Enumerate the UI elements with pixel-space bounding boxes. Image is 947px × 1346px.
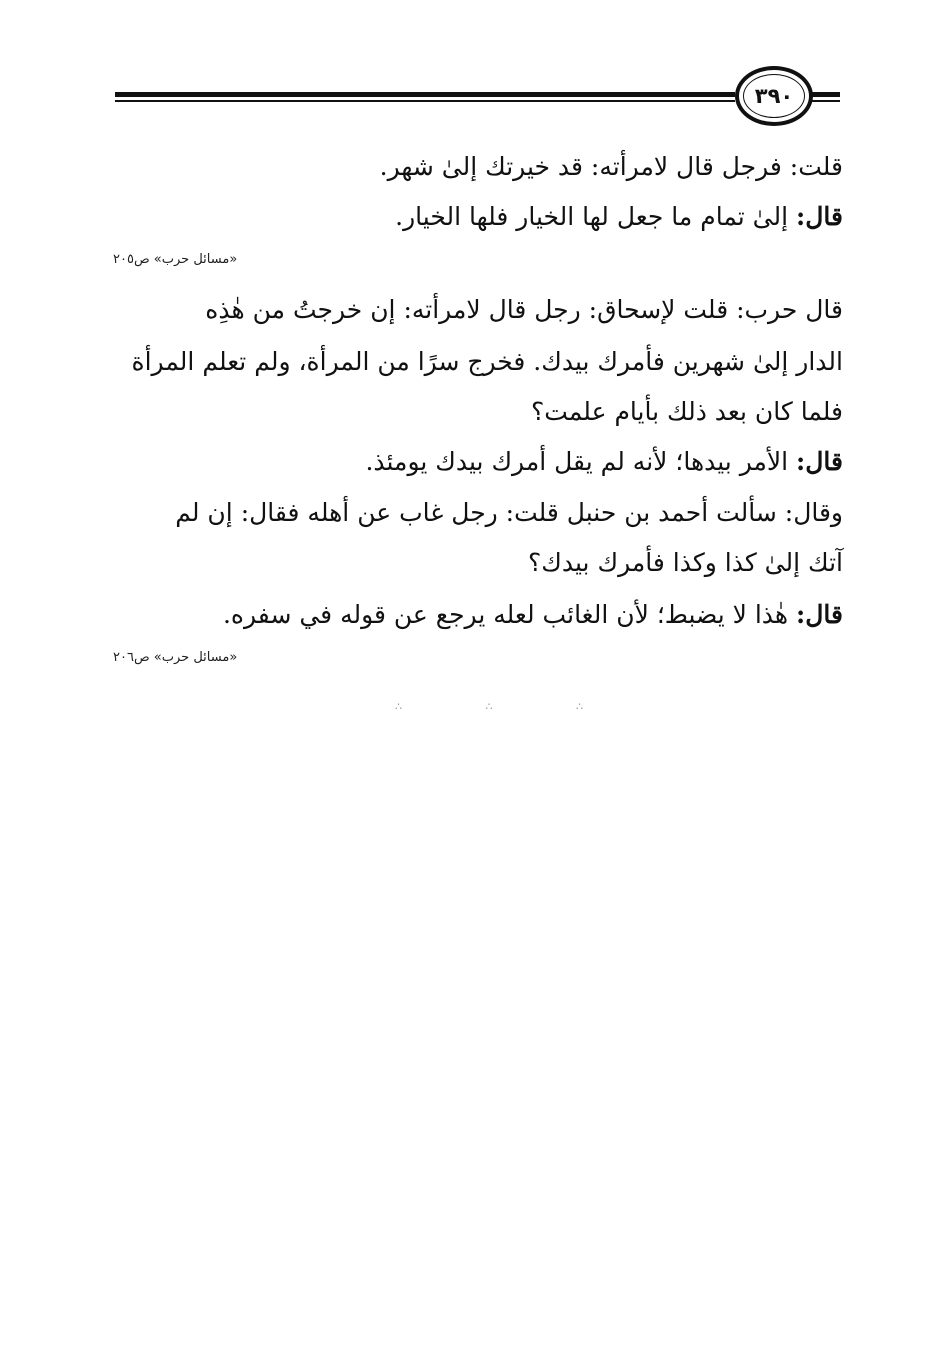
answer-text: هٰذا لا يضبط؛ لأن الغائب لعله يرجع عن قوله في سفره. <box>222 600 797 629</box>
ornament-mark: ∴ <box>395 700 404 713</box>
header-rule-thin-right <box>810 100 840 102</box>
answer-text: إلىٰ تمام ما جعل لها الخيار فلها الخيار. <box>395 202 797 231</box>
header-rule-thin <box>115 100 735 102</box>
answer-text: الأمر بيدها؛ لأنه لم يقل أمرك بيدك يومئذ. <box>365 447 797 476</box>
question-2-line-1: قال حرب: قلت لإسحاق: رجل قال لامرأته: إن خرجتُ من هٰذِه <box>205 295 843 324</box>
speaker-label: قال: <box>796 202 843 231</box>
header-rule-left <box>115 92 735 106</box>
source-reference-1: «مسائل حرب» ص٢٠٥ <box>113 252 238 267</box>
source-reference-2: «مسائل حرب» ص٢٠٦ <box>113 650 238 665</box>
ornament-mark: ∴ <box>485 700 495 713</box>
question-2-line-3: فلما كان بعد ذلك بأيام علمت؟ <box>531 397 843 426</box>
ornament-mark: ∴ <box>576 700 585 713</box>
question-line-1 <box>113 152 843 182</box>
answer-line-1 <box>113 202 843 232</box>
header-rule-thick <box>115 92 735 97</box>
page-number: ٣٩٠ <box>735 66 813 126</box>
speaker-label: قال: <box>796 600 843 629</box>
header-rule-thick-right <box>810 92 840 97</box>
section-divider-ornament <box>395 700 585 713</box>
question-3-line-2: آتك إلىٰ كذا وكذا فأمرك بيدك؟ <box>528 548 843 577</box>
header-rule-right <box>810 92 840 106</box>
question-text: قلت: فرجل قال لامرأته: قد خيرتك إلىٰ شهر. <box>379 152 843 181</box>
speaker-label: قال: <box>796 447 843 476</box>
answer-line-2 <box>113 447 843 477</box>
answer-line-3 <box>113 600 843 630</box>
question-2-line-2: الدار إلىٰ شهرين فأمرك بيدك. فخرج سرًا من المرأة، ولم تعلم المرأة <box>131 347 843 376</box>
question-3-line-1: وقال: سألت أحمد بن حنبل قلت: رجل غاب عن أهله فقال: إن لم <box>175 498 843 527</box>
